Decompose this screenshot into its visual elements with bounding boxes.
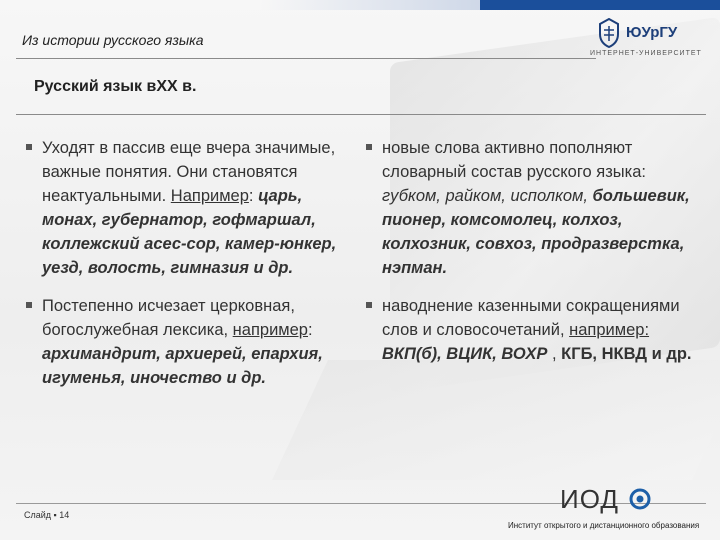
logo-name: ЮУрГУ <box>626 24 678 41</box>
left-item1-colon: : <box>248 187 259 205</box>
right-item2-separator: , <box>547 345 562 363</box>
bullet-icon <box>366 144 372 150</box>
left-item1-text: Уходят в пассив еще вчера значимые, важные понятия. Они становятся неактуальными. <box>42 139 336 205</box>
header-title: Из истории русского языка <box>22 32 204 48</box>
top-accent-bar <box>480 0 720 10</box>
left-item1-examples: царь, монах, губернатор, гофмаршал, коллежский асес-сор, камер-юнкер, уезд, волость, гимназия и др. <box>42 187 337 277</box>
university-logo <box>590 18 700 62</box>
iodo-logo-icon <box>560 484 660 514</box>
header-divider <box>16 58 596 59</box>
university-emblem-icon <box>598 18 620 48</box>
right-bullet-item-2 <box>366 294 696 366</box>
top-accent-gradient <box>260 0 480 10</box>
subtitle-divider <box>16 114 706 115</box>
left-item2-tail: и др. <box>221 369 266 387</box>
left-item1-link: Например <box>170 187 249 205</box>
left-item2-text: Постепенно исчезает церковная, богослужебная лексика, <box>42 297 295 339</box>
left-column <box>26 136 356 404</box>
institute-name: Институт открытого и дистанционного образования <box>508 521 700 530</box>
iodo-logo <box>560 484 660 514</box>
slide-number: Слайд ▪ 14 <box>24 510 70 520</box>
left-bullet-item-1 <box>26 136 356 280</box>
right-item1-text: новые слова активно пополняют словарный состав русского языка: <box>382 139 646 181</box>
right-bullet-item-1 <box>366 136 696 280</box>
right-column <box>366 136 696 380</box>
left-bullet-item-2 <box>26 294 356 390</box>
bullet-icon <box>26 144 32 150</box>
svg-text:ИОД: ИОД <box>560 484 619 514</box>
right-item2-link: например: <box>569 321 650 339</box>
right-item1-examples-plain: губком, райком, исполком, <box>382 187 593 205</box>
logo-subtitle: ИНТЕРНЕТ-УНИВЕРСИТЕТ <box>590 50 702 57</box>
right-item2-examples-bold: ВКП(б), ВЦИК, ВОХР <box>382 345 548 363</box>
right-item2-examples-bold2: КГБ, НКВД и др. <box>561 345 692 363</box>
bullet-icon <box>366 302 372 308</box>
left-item2-colon: : <box>308 321 313 339</box>
left-item2-link: например <box>232 321 308 339</box>
slide-subtitle: Русский язык вXX в. <box>34 78 197 95</box>
left-item2-examples: архимандрит, архиерей, епархия, игуменья, иночество <box>42 345 323 387</box>
right-item2-text: наводнение казенными сокращениями слов и словосочетаний, <box>382 297 680 339</box>
right-item1-examples-bold: большевик, пионер, комсомолец, колхоз, колхозник, совхоз, продразверстка, нэпман. <box>382 187 690 277</box>
bullet-icon <box>26 302 32 308</box>
